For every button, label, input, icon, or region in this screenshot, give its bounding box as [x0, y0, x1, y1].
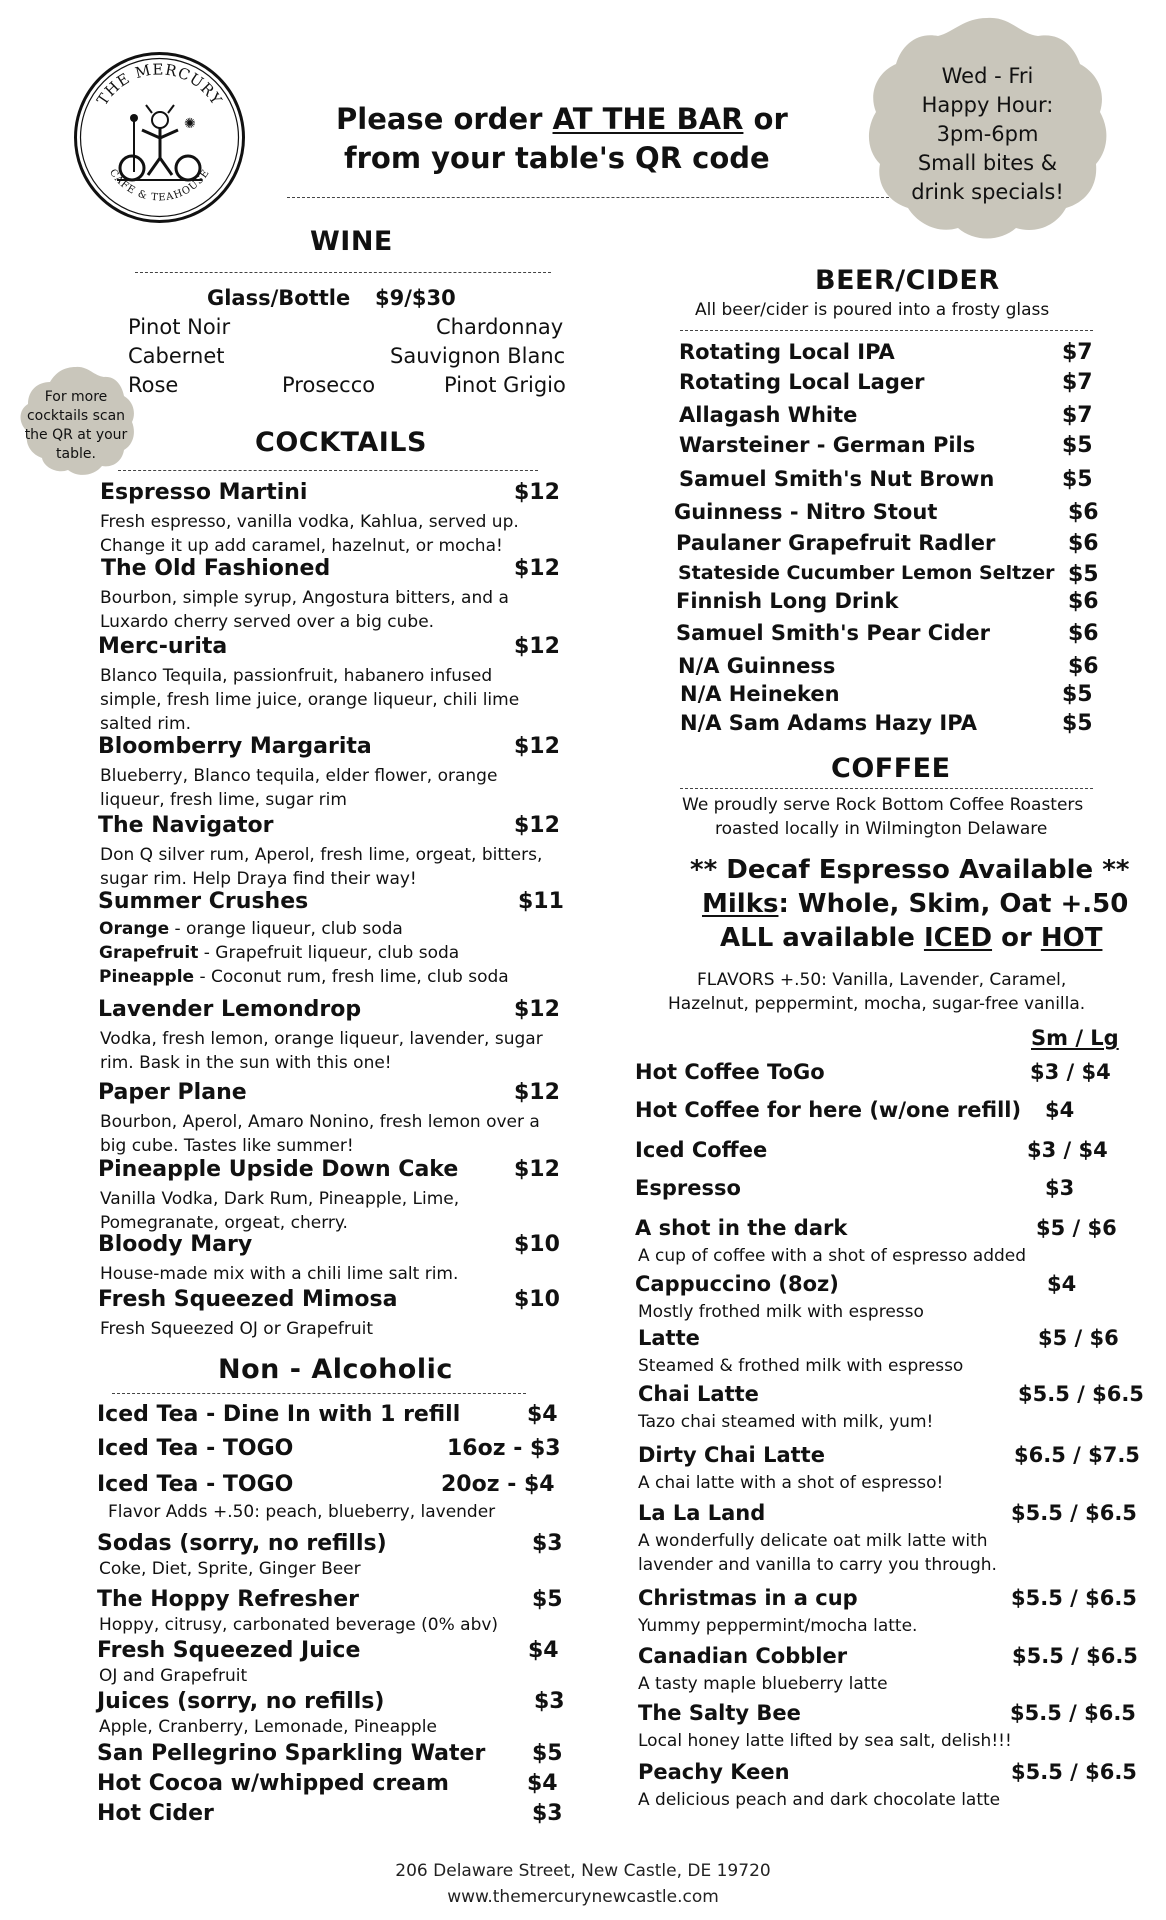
non-alcoholic-description: OJ and Grapefruit [99, 1666, 248, 1686]
coffee-name: A shot in the dark [635, 1216, 848, 1240]
cocktail-price: $10 [514, 1232, 560, 1257]
beer-name: Rotating Local IPA [679, 340, 895, 364]
cocktail-price: $12 [514, 734, 560, 759]
non-alcoholic-name: The Hoppy Refresher [97, 1587, 360, 1612]
non-alcoholic-price: $5 [532, 1741, 563, 1766]
coffee-price: $5.5 / $6.5 [1018, 1382, 1144, 1406]
qr-note-badge [14, 364, 138, 479]
milks-line: Milks: Whole, Skim, Oat +.50 [702, 889, 1129, 919]
coffee-name: Canadian Cobbler [638, 1644, 848, 1668]
non-alcoholic-name: Fresh Squeezed Juice [97, 1638, 361, 1663]
beer-name: Paulaner Grapefruit Radler [676, 531, 996, 555]
coffee-price: $3 / $4 [1030, 1060, 1111, 1084]
beer-price: $7 [1062, 370, 1093, 395]
beer-price: $6 [1068, 654, 1099, 679]
beer-price: $7 [1062, 340, 1093, 365]
header-divider [287, 197, 899, 198]
wine-item: Prosecco [282, 373, 376, 397]
cocktail-name: Merc-urita [98, 634, 228, 659]
cocktail-price: $12 [514, 1080, 560, 1105]
beer-divider [680, 330, 1093, 331]
coffee-description: Local honey latte lifted by sea salt, delish!!! [638, 1731, 1012, 1751]
cocktail-description: Fresh espresso, vanilla vodka, Kahlua, served up. Change it up add caramel, hazelnut, or mocha! [100, 512, 519, 556]
cocktail-description: Blanco Tequila, passionfruit, habanero infused simple, fresh lime juice, orange liqueur, chili lime salted rim. [100, 666, 520, 734]
coffee-price: $5.5 / $6.5 [1010, 1701, 1136, 1725]
non-alcoholic-divider [112, 1393, 526, 1394]
beer-cider-heading: BEER/CIDER [815, 265, 1000, 296]
order-instructions-line2: from your table's QR code [344, 141, 770, 175]
coffee-price: $6.5 / $7.5 [1014, 1443, 1140, 1467]
beer-name: Stateside Cucumber Lemon Seltzer [678, 562, 1055, 584]
wine-divider [135, 272, 551, 273]
non-alcoholic-heading: Non - Alcoholic [218, 1354, 453, 1385]
wine-item: Pinot Noir [128, 315, 231, 339]
coffee-roaster-line2: roasted locally in Wilmington Delaware [715, 819, 1048, 839]
happy-hour-line4: Small bites & [917, 151, 1058, 175]
coffee-price: $5 / $6 [1038, 1326, 1119, 1350]
coffee-description: Steamed & frothed milk with espresso [638, 1356, 964, 1376]
cocktail-price: $12 [514, 813, 560, 838]
non-alcoholic-name: Iced Tea - TOGO [97, 1436, 294, 1461]
coffee-price: $4 [1047, 1272, 1077, 1296]
beer-price: $6 [1068, 621, 1099, 646]
cocktail-description: Blueberry, Blanco tequila, elder flower, orange liqueur, fresh lime, sugar rim [100, 766, 498, 810]
coffee-name: Espresso [635, 1176, 741, 1200]
coffee-name: Iced Coffee [635, 1138, 768, 1162]
coffee-name: La La Land [638, 1501, 766, 1525]
flavors-line2: Hazelnut, peppermint, mocha, sugar-free vanilla. [668, 994, 1086, 1014]
non-alcoholic-name: Sodas (sorry, no refills) [97, 1531, 387, 1556]
cocktail-name: Pineapple Upside Down Cake [98, 1157, 459, 1182]
coffee-description: Yummy peppermint/mocha latte. [638, 1616, 918, 1636]
coffee-name: Latte [638, 1326, 700, 1350]
coffee-price: $5.5 / $6.5 [1012, 1644, 1138, 1668]
beer-cider-subtitle: All beer/cider is poured into a frosty glass [695, 300, 1050, 320]
beer-price: $7 [1062, 403, 1093, 428]
svg-text:CAFE & TEAHOUSE: CAFE & TEAHOUSE [106, 167, 213, 204]
cocktail-description: Fresh Squeezed OJ or Grapefruit [100, 1319, 374, 1339]
cocktail-price: $12 [514, 997, 560, 1022]
decaf-notice: ** Decaf Espresso Available ** [690, 855, 1130, 885]
coffee-name: Chai Latte [638, 1382, 759, 1406]
wine-heading: WINE [310, 226, 393, 257]
coffee-name: Hot Coffee for here (w/one refill) [635, 1098, 1022, 1122]
crush-ingredients: - Coconut rum, fresh lime, club soda [194, 967, 509, 987]
cocktail-name: The Old Fashioned [101, 556, 331, 581]
non-alcoholic-price: $4 [528, 1638, 559, 1663]
summer-crush-option [99, 967, 509, 987]
beer-price: $5 [1062, 467, 1093, 492]
qr-note-line1: For more [44, 389, 108, 405]
cocktail-name: The Navigator [98, 813, 274, 838]
qr-note-line2: cocktails scan [26, 408, 126, 424]
happy-hour-time: 3pm-6pm [936, 122, 1039, 146]
logo [72, 50, 247, 225]
summer-crush-option [99, 943, 459, 963]
coffee-name: The Salty Bee [638, 1701, 801, 1725]
wine-item: Cabernet [128, 344, 225, 368]
wine-item: Rose [128, 373, 179, 397]
wine-item: Chardonnay [436, 315, 564, 339]
non-alcoholic-description: Coke, Diet, Sprite, Ginger Beer [99, 1559, 361, 1579]
coffee-price: $3 / $4 [1027, 1138, 1108, 1162]
non-alcoholic-price: $5 [532, 1587, 563, 1612]
non-alcoholic-description: Apple, Cranberry, Lemonade, Pineapple [99, 1717, 437, 1737]
cocktail-price: $10 [514, 1287, 560, 1312]
qr-note-line4: table. [56, 446, 96, 462]
wine-glass-bottle-label: Glass/Bottle [207, 286, 351, 310]
happy-hour-line5: drink specials! [911, 180, 1064, 204]
wine-glass-bottle-price: $9/$30 [375, 286, 456, 310]
crush-ingredients: - Grapefruit liqueur, club soda [198, 943, 460, 963]
wine-item: Pinot Grigio [444, 373, 566, 397]
svg-text:✺: ✺ [184, 116, 196, 132]
coffee-name: Peachy Keen [638, 1760, 790, 1784]
cocktail-description: Bourbon, Aperol, Amaro Nonino, fresh lemon over a big cube. Tastes like summer! [100, 1112, 540, 1156]
coffee-description: A tasty maple blueberry latte [638, 1674, 888, 1694]
cocktail-name: Fresh Squeezed Mimosa [98, 1287, 398, 1312]
non-alcoholic-price: 16oz - $3 [447, 1436, 561, 1461]
cocktail-name: Bloody Mary [98, 1232, 253, 1257]
non-alcoholic-name: Juices (sorry, no refills) [97, 1689, 385, 1714]
cocktail-name: Lavender Lemondrop [98, 997, 362, 1022]
svg-text:THE MERCURY: THE MERCURY [93, 60, 226, 109]
non-alcoholic-name: San Pellegrino Sparkling Water [97, 1741, 486, 1766]
crush-ingredients: - orange liqueur, club soda [169, 919, 403, 939]
beer-price: $5 [1062, 433, 1093, 458]
beer-price: $5 [1062, 682, 1093, 707]
coffee-divider [680, 788, 1093, 789]
beer-name: Guinness - Nitro Stout [674, 500, 938, 524]
non-alcoholic-name: Hot Cocoa w/whipped cream [97, 1771, 449, 1796]
cocktail-price: $12 [514, 1157, 560, 1182]
non-alcoholic-price: $3 [532, 1801, 563, 1826]
coffee-description: A delicious peach and dark chocolate latte [638, 1790, 1001, 1810]
crush-flavor: Orange [99, 919, 170, 939]
summer-crush-option [99, 919, 403, 939]
beer-name: Rotating Local Lager [679, 370, 925, 394]
non-alcoholic-price: $4 [527, 1771, 558, 1796]
coffee-name: Hot Coffee ToGo [635, 1060, 825, 1084]
cocktail-description: Vodka, fresh lemon, orange liqueur, lavender, sugar rim. Bask in the sun with this one! [100, 1029, 543, 1073]
beer-name: Allagash White [679, 403, 858, 427]
beer-name: Warsteiner - German Pils [679, 433, 976, 457]
beer-name: Samuel Smith's Nut Brown [679, 467, 995, 491]
cocktails-divider [118, 470, 538, 471]
coffee-roaster-line1: We proudly serve Rock Bottom Coffee Roasters [682, 795, 1084, 815]
coffee-price: $3 [1045, 1176, 1075, 1200]
beer-price: $6 [1068, 531, 1099, 556]
logo-emblem [72, 50, 247, 225]
coffee-price: $5.5 / $6.5 [1011, 1501, 1137, 1525]
crush-flavor: Pineapple [99, 967, 195, 987]
coffee-description: A chai latte with a shot of espresso! [638, 1473, 944, 1493]
cocktails-heading: COCKTAILS [255, 427, 427, 458]
beer-name: Samuel Smith's Pear Cider [676, 621, 991, 645]
order-instructions-line1: Please order AT THE BAR or [336, 102, 788, 136]
coffee-description: A cup of coffee with a shot of espresso added [638, 1246, 1027, 1266]
happy-hour-days: Wed - Fri [941, 64, 1034, 88]
coffee-name: Dirty Chai Latte [638, 1443, 825, 1467]
crush-flavor: Grapefruit [99, 943, 199, 963]
cocktail-name: Bloomberry Margarita [98, 734, 372, 759]
cocktail-price: $12 [514, 634, 560, 659]
coffee-name: Christmas in a cup [638, 1586, 858, 1610]
coffee-price: $4 [1045, 1098, 1075, 1122]
coffee-description: A wonderfully delicate oat milk latte with lavender and vanilla to carry you through. [638, 1531, 997, 1575]
non-alcoholic-price: $3 [534, 1689, 565, 1714]
cocktail-name: Espresso Martini [100, 480, 308, 505]
beer-price: $5 [1062, 711, 1093, 736]
non-alcoholic-price: $4 [527, 1402, 558, 1427]
non-alcoholic-name: Iced Tea - TOGO [97, 1472, 294, 1497]
cocktail-price: $11 [518, 889, 564, 914]
cocktail-name: Paper Plane [98, 1080, 247, 1105]
cocktail-name: Summer Crushes [98, 889, 309, 914]
coffee-name: Cappuccino (8oz) [635, 1272, 839, 1296]
cocktail-description: Don Q silver rum, Aperol, fresh lime, orgeat, bitters, sugar rim. Help Draya find their way! [100, 845, 543, 889]
cocktail-price: $12 [514, 556, 560, 581]
size-header: Sm / Lg [1031, 1026, 1119, 1050]
footer-address: 206 Delaware Street, New Castle, DE 19720 [395, 1861, 771, 1881]
coffee-price: $5.5 / $6.5 [1011, 1760, 1137, 1784]
beer-name: N/A Guinness [678, 654, 836, 678]
cocktail-price: $12 [514, 480, 560, 505]
beer-price: $6 [1068, 500, 1099, 525]
cocktail-description: House-made mix with a chili lime salt rim. [100, 1264, 459, 1284]
footer-website: www.themercurynewcastle.com [447, 1887, 719, 1907]
coffee-price: $5.5 / $6.5 [1011, 1586, 1137, 1610]
iced-hot-line: ALL available ICED or HOT [720, 923, 1103, 953]
cocktail-description: Bourbon, simple syrup, Angostura bitters, and a Luxardo cherry served over a big cube. [100, 588, 509, 632]
non-alcoholic-price: 20oz - $4 [441, 1472, 555, 1497]
non-alcoholic-description: Flavor Adds +.50: peach, blueberry, lavender [108, 1502, 496, 1522]
beer-price: $5 [1068, 562, 1099, 587]
qr-note-line3: the QR at your [24, 427, 128, 443]
beer-price: $6 [1068, 589, 1099, 614]
non-alcoholic-price: $3 [532, 1531, 563, 1556]
coffee-price: $5 / $6 [1036, 1216, 1117, 1240]
beer-name: N/A Heineken [680, 682, 840, 706]
flavors-line1: FLAVORS +.50: Vanilla, Lavender, Caramel, [697, 970, 1067, 990]
non-alcoholic-description: Hoppy, citrusy, carbonated beverage (0% abv) [99, 1615, 499, 1635]
coffee-description: Mostly frothed milk with espresso [638, 1302, 924, 1322]
non-alcoholic-name: Hot Cider [97, 1801, 214, 1826]
beer-name: N/A Sam Adams Hazy IPA [680, 711, 977, 735]
cocktail-description: Vanilla Vodka, Dark Rum, Pineapple, Lime, Pomegranate, orgeat, cherry. [100, 1189, 460, 1233]
happy-hour-badge [860, 12, 1115, 244]
beer-name: Finnish Long Drink [676, 589, 899, 613]
happy-hour-label: Happy Hour: [921, 93, 1054, 117]
wine-item: Sauvignon Blanc [390, 344, 566, 368]
coffee-description: Tazo chai steamed with milk, yum! [638, 1412, 934, 1432]
non-alcoholic-name: Iced Tea - Dine In with 1 refill [97, 1402, 461, 1427]
coffee-heading: COFFEE [831, 753, 951, 784]
